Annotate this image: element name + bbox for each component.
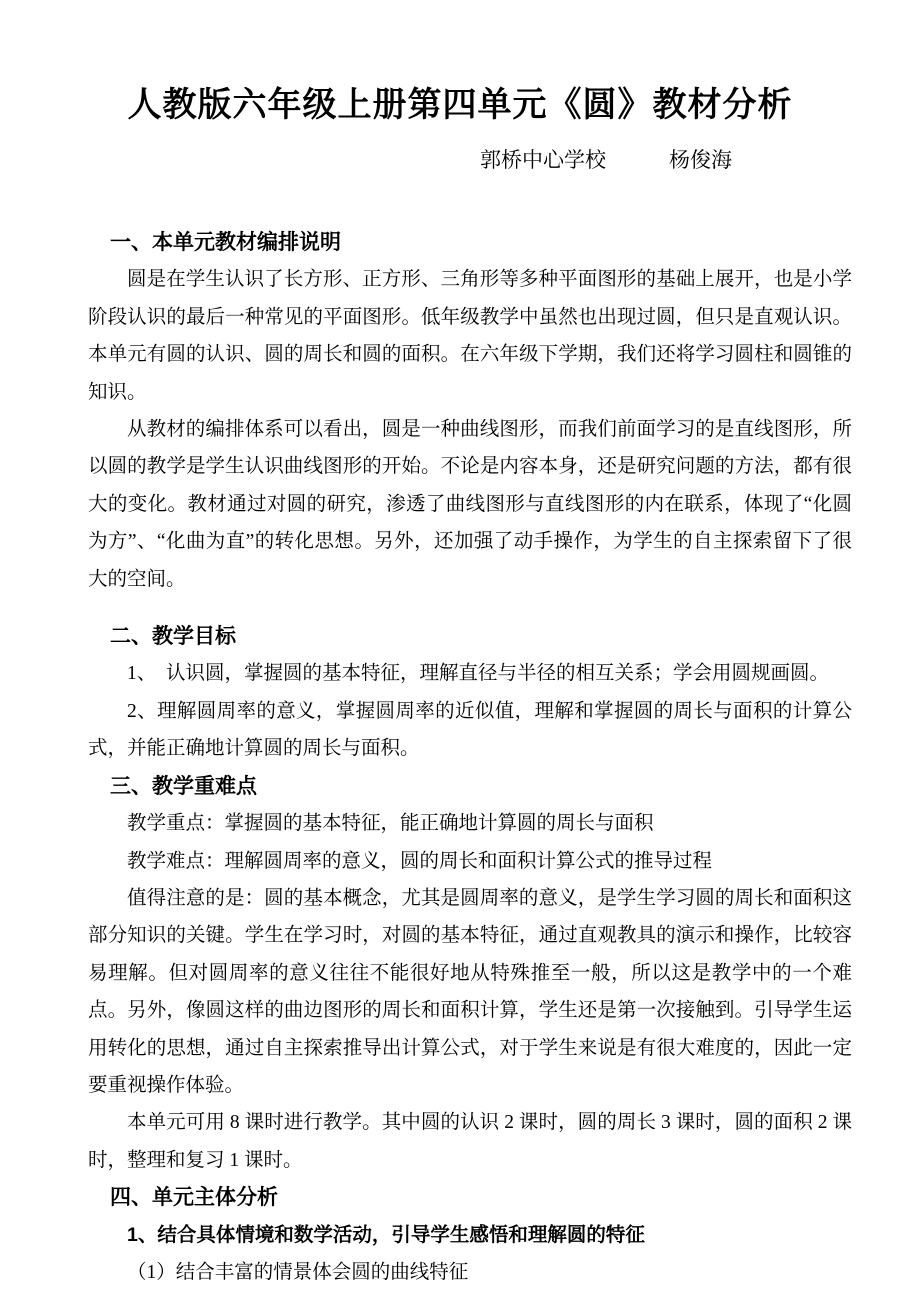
author-byline: 郭桥中心学校 杨俊海	[480, 148, 732, 172]
section-1-paragraph: 圆是在学生认识了长方形、正方形、三角形等多种平面图形的基础上展开，也是小学阶段认识的最后一种常见的平面图形。低年级教学中虽然也出现过圆，但只是直观认识。本单元有圆的认识、圆的周长和圆的面积。在六年级下学期，我们还将学习圆柱和圆锥的知识。	[88, 269, 852, 403]
teaching-goal-item: 1、 认识圆，掌握圆的基本特征，理解直径与半径的相互关系；学会用圆规画圆。	[127, 663, 830, 685]
section-2-heading: 二、教学目标	[110, 625, 236, 649]
document-title: 人教版六年级上册第四单元《圆》教材分析	[127, 87, 793, 124]
section-4-paragraph: （1）结合丰富的情景体会圆的曲线特征	[127, 1261, 469, 1283]
section-1-heading: 一、本单元教材编排说明	[110, 231, 341, 254]
section-3-paragraph: 值得注意的是：圆的基本概念，尤其是圆周率的意义，是学生学习圆的周长和面积这部分知识的关键。学生在学习时，对圆的基本特征，通过直观教具的演示和操作，比较容易理解。但对圆周率的意义往往不能很好地从特殊推至一般，所以这是教学中的一个难点。另外，像圆这样的曲边图形的周长和面积计算，学生还是第一次接触到。引导学生运用转化的思想，通过自主探索推导出计算公式，对于学生来说是有很大难度的，因此一定要重视操作体验。	[88, 887, 852, 1096]
teaching-difficult-point: 教学难点：理解圆周率的意义，圆的周长和面积计算公式的推导过程	[127, 850, 713, 872]
section-1-paragraph: 从教材的编排体系可以看出，圆是一种曲线图形，而我们前面学习的是直线图形，所以圆的教学是学生认识曲线图形的开始。不论是内容本身，还是研究问题的方法，都有很大的变化。教材通过对圆的研究，渗透了曲线图形与直线图形的内在联系，体现了“化圆为方”、“化曲为直”的转化思想。另外，还加强了动手操作，为学生的自主探索留下了很大的空间。	[88, 419, 852, 590]
teaching-goal-item: 2、理解圆周率的意义，掌握圆周率的近似值，理解和掌握圆的周长与面积的计算公式，并能正确地计算圆的周长与面积。	[88, 700, 852, 760]
document-body	[88, 224, 852, 1291]
section-3-paragraph: 本单元可用 8 课时进行教学。其中圆的认识 2 课时，圆的周长 3 课时，圆的面积 2 课时，整理和复习 1 课时。	[88, 1112, 852, 1171]
section-4-heading: 四、单元主体分析	[110, 1186, 278, 1210]
section-4-subheading: 1、结合具体情境和数学活动，引导学生感悟和理解圆的特征	[127, 1223, 645, 1246]
teaching-key-point: 教学重点：掌握圆的基本特征，能正确地计算圆的周长与面积	[127, 813, 654, 835]
section-3-heading: 三、教学重难点	[110, 774, 257, 798]
